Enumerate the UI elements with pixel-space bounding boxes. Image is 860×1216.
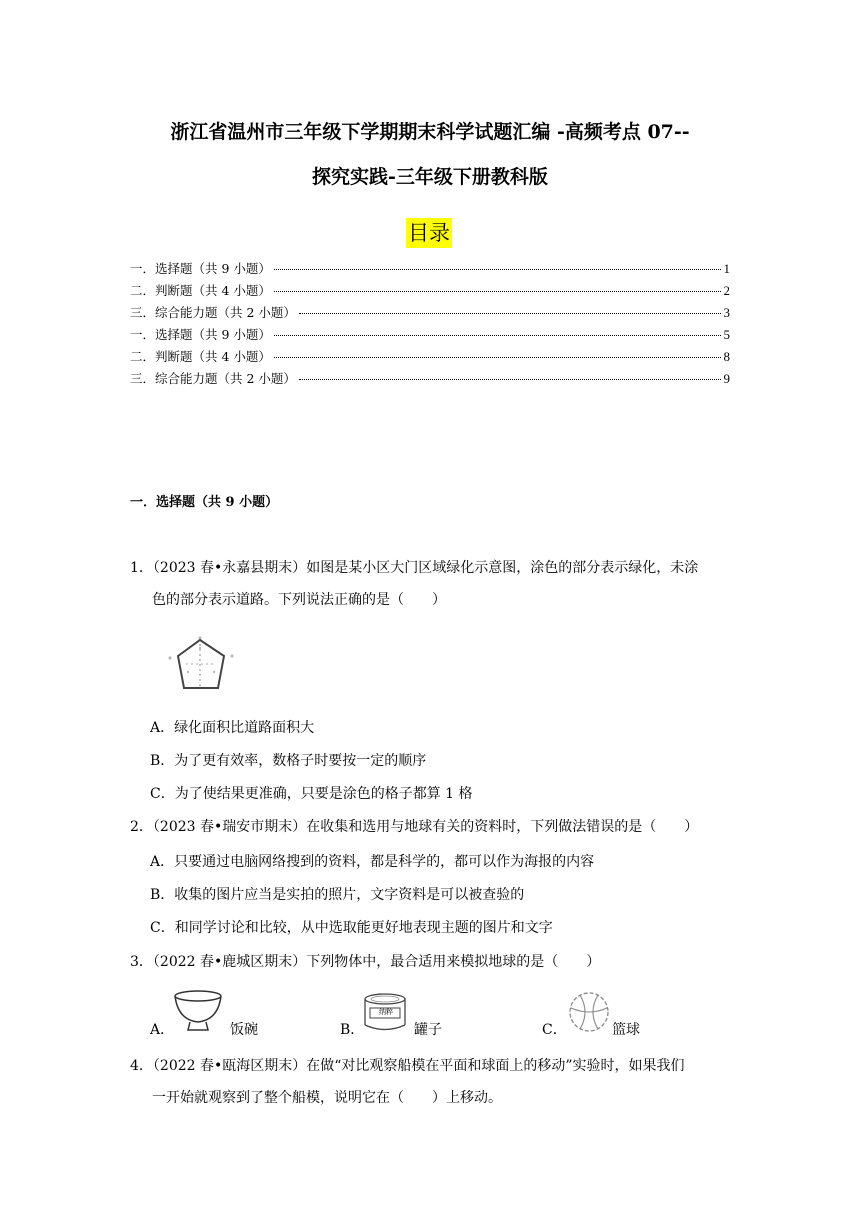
question-3-option-c-label: 篮球 <box>612 1022 640 1038</box>
toc-entry[interactable] <box>130 347 730 369</box>
question-1-option-b[interactable]: B．为了更有效率，数格子时要按一定的顺序 <box>150 753 427 769</box>
toc-entry[interactable] <box>130 325 730 347</box>
toc-entry[interactable] <box>130 369 730 391</box>
toc-leader-dots <box>274 268 721 270</box>
question-1-line2: 色的部分表示道路。下列说法正确的是（ ） <box>152 592 446 608</box>
toc-heading: 目录 <box>406 218 452 248</box>
toc-entry-label: 二．判断题（共 4 小题） <box>130 283 271 298</box>
toc-entry-label: 二．判断题（共 4 小题） <box>130 349 271 364</box>
toc-entry[interactable] <box>130 303 730 325</box>
question-2-option-a[interactable]: A．只要通过电脑网络搜到的资料，都是科学的，都可以作为海报的内容 <box>150 854 595 870</box>
pentagon-grid-figure <box>160 632 240 694</box>
toc-entry-page: 3 <box>723 305 730 320</box>
toc-entry-page: 9 <box>723 371 730 386</box>
question-4-line2: 一开始就观察到了整个船模，说明它在（ ）上移动。 <box>152 1090 502 1106</box>
question-3-option-b-label: 罐子 <box>414 1022 442 1038</box>
question-1-stem <box>130 552 730 616</box>
toc-leader-dots <box>299 312 721 314</box>
question-4-stem <box>130 1050 730 1114</box>
table-of-contents <box>130 259 730 391</box>
can-label-text: 纳粹 <box>379 1008 393 1016</box>
question-1-option-a[interactable]: A．绿化面积比道路面积大 <box>150 720 315 736</box>
toc-entry[interactable] <box>130 281 730 303</box>
question-2-option-b[interactable]: B．收集的图片应当是实拍的照片，文字资料是可以被查验的 <box>150 887 525 903</box>
toc-entry-page: 1 <box>723 261 730 276</box>
toc-entry-page: 8 <box>723 349 730 364</box>
question-1-line1: 1．（2023 春•永嘉县期末）如图是某小区大门区域绿化示意图，涂色的部分表示绿化，未涂 <box>130 560 699 576</box>
toc-entry-label: 三．综合能力题（共 2 小题） <box>130 371 296 386</box>
toc-entry-label: 一．选择题（共 9 小题） <box>130 327 271 342</box>
section-heading: 一．选择题（共 9 小题） <box>130 495 279 510</box>
question-3-option-a-label: 饭碗 <box>230 1022 258 1038</box>
document-title-line2: 探究实践-三年级下册教科版 <box>312 166 548 188</box>
question-1-option-c[interactable]: C．为了使结果更准确，只要是涂色的格子都算 1 格 <box>150 786 473 802</box>
toc-leader-dots <box>299 378 721 380</box>
toc-leader-dots <box>274 334 721 336</box>
basketball-icon <box>566 990 612 1034</box>
question-4-line1: 4．（2022 春•瓯海区期末）在做“对比观察船模在平面和球面上的移动”实验时，如果我们 <box>130 1058 685 1074</box>
document-title-line1: 浙江省温州市三年级下学期期末科学试题汇编 -高频考点 07-- <box>170 121 690 143</box>
question-3-option-a-letter[interactable]: A． <box>150 1022 175 1038</box>
question-3-option-c-letter[interactable]: C． <box>542 1022 567 1038</box>
question-2-option-c[interactable]: C．和同学讨论和比较，从中选取能更好地表现主题的图片和文字 <box>150 920 553 936</box>
toc-entry-page: 2 <box>723 283 730 298</box>
question-3-stem: 3．（2022 春•鹿城区期末）下列物体中，最合适用来模拟地球的是（ ） <box>130 954 601 970</box>
toc-leader-dots <box>274 290 721 292</box>
rice-bowl-icon <box>172 988 224 1034</box>
toc-entry-label: 三．综合能力题（共 2 小题） <box>130 305 296 320</box>
toc-entry[interactable] <box>130 259 730 281</box>
question-3-option-b-letter[interactable]: B． <box>340 1022 365 1038</box>
question-2-stem: 2．（2023 春•瑞安市期末）在收集和选用与地球有关的资料时，下列做法错误的是（ ） <box>130 819 699 835</box>
toc-entry-label: 一．选择题（共 9 小题） <box>130 261 271 276</box>
toc-entry-page: 5 <box>723 327 730 342</box>
toc-leader-dots <box>274 356 721 358</box>
